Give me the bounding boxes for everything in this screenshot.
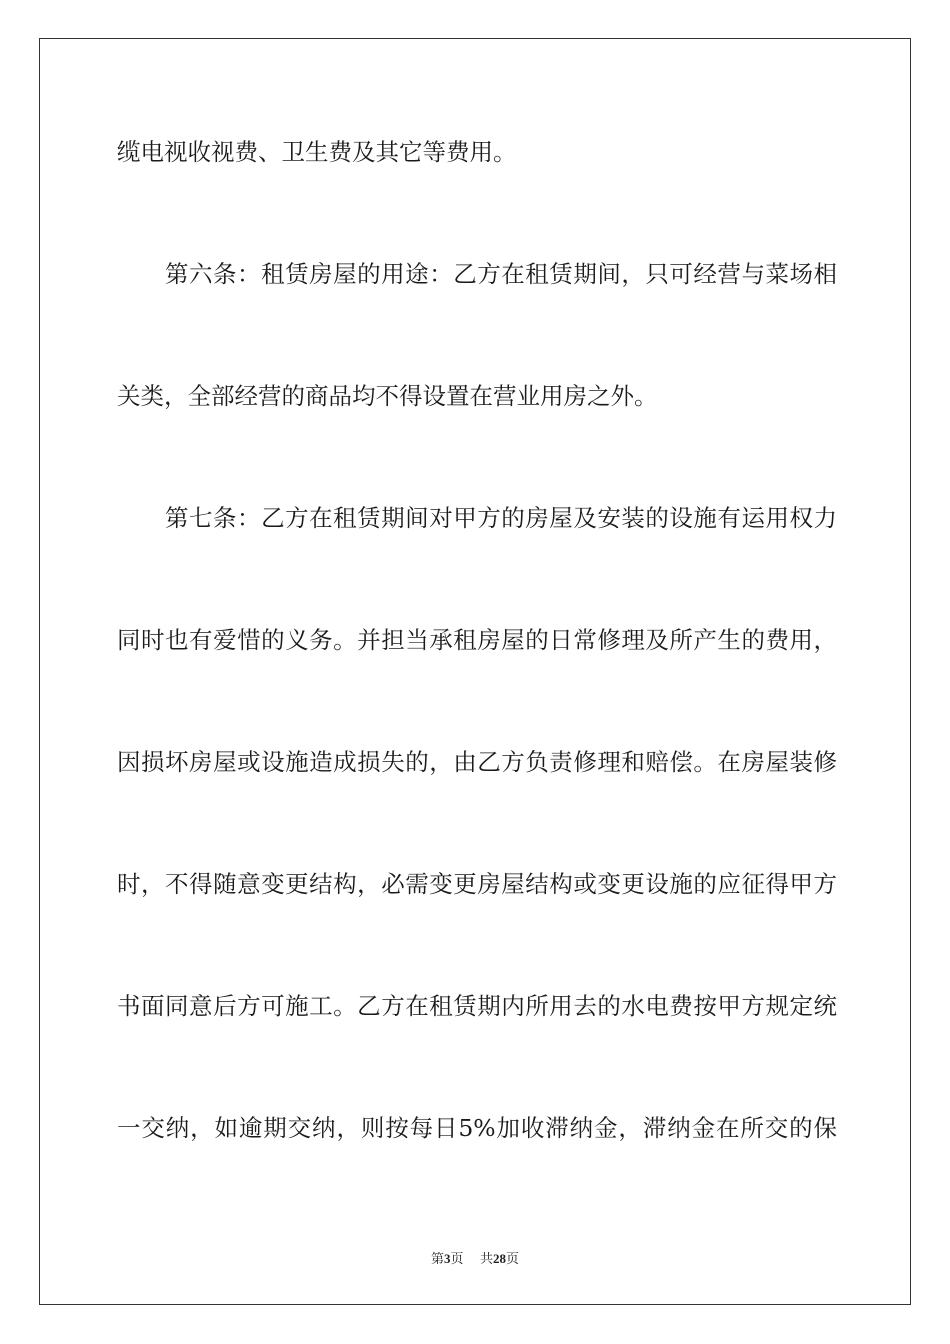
body-text-line: 书面同意后方可施工。乙方在租赁期内所用去的水电费按甲方规定统: [117, 992, 837, 1020]
footer-total-number: 28: [493, 1251, 507, 1266]
footer-page-prefix: 第: [430, 1252, 444, 1267]
body-text-line: 缆电视收视费、卫生费及其它等费用。: [117, 138, 517, 166]
footer-total-prefix: 共: [480, 1252, 494, 1267]
body-text-line: 时，不得随意变更结构，必需变更房屋结构或变更设施的应征得甲方: [117, 870, 837, 898]
footer-page-suffix: 页: [450, 1252, 464, 1267]
body-text-line: 因损坏房屋或设施造成损失的，由乙方负责修理和赔偿。在房屋装修: [117, 748, 837, 776]
footer-total-suffix: 页: [506, 1252, 520, 1267]
body-text-line: 同时也有爱惜的义务。并担当承租房屋的日常修理及所产生的费用，: [117, 626, 837, 654]
body-text-line: 一交纳，如逾期交纳，则按每日5%加收滞纳金，滞纳金在所交的保: [117, 1114, 837, 1142]
body-text-line: 关类，全部经营的商品均不得设置在营业用房之外。: [117, 382, 658, 410]
article-6-line-1: 第六条：租赁房屋的用途：乙方在租赁期间，只可经营与菜场相: [165, 260, 837, 288]
page-footer: [0, 1248, 950, 1267]
footer-page-number: 3: [443, 1251, 451, 1266]
article-7-line-1: 第七条：乙方在租赁期间对甲方的房屋及安装的设施有运用权力: [165, 504, 837, 532]
